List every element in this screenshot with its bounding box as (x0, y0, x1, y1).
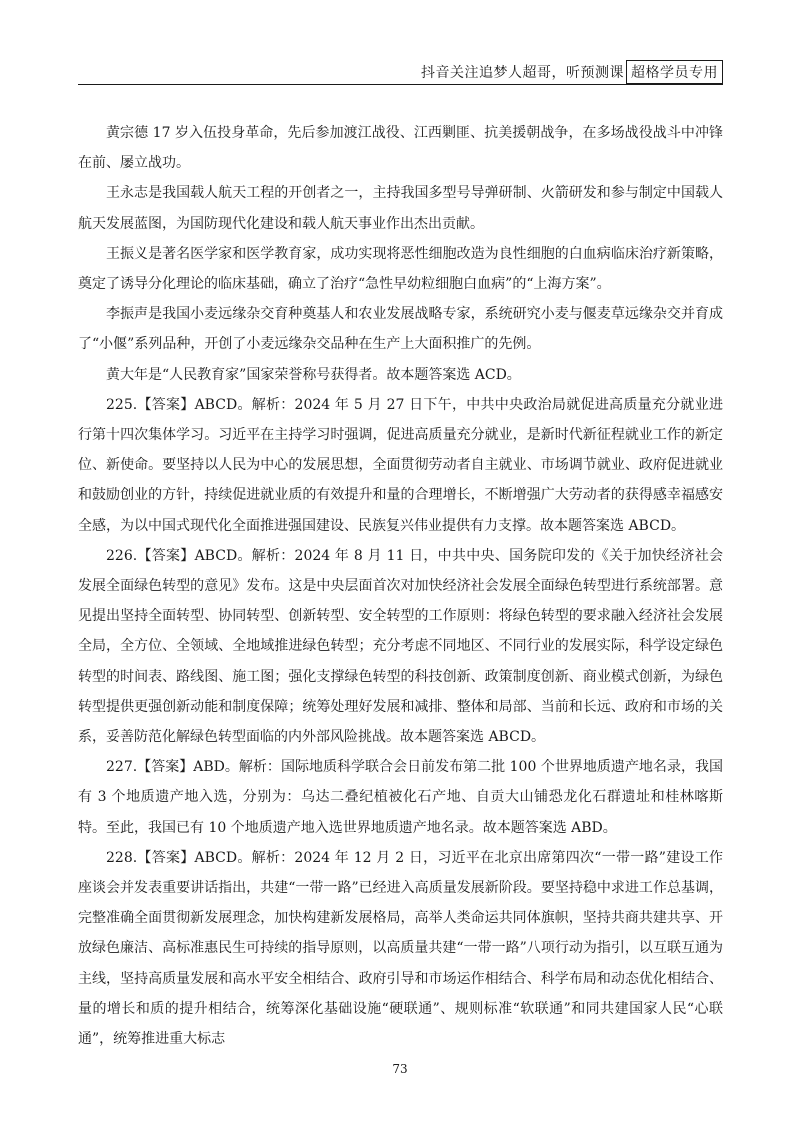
answer-225: 225.【答案】ABCD。解析：2024 年 5 月 27 日下午，中共中央政治局就促进高质量充分就业进行第十四次集体学习。习近平在主持学习时强调，促进高质量充分就业，是新时代新征程就业工作的新定位、新使命。要坚持以人民为中心的发展思想，全面贯彻劳动者自主就业、市场调节就业、政府促进就业和鼓励创业的方针，持续促进就业质的有效提升和量的合理增长，不断增强广大劳动者的获得感幸福感安全感，为以中国式现代化全面推进强国建设、民族复兴伟业提供有力支撑。故本题答案选 ABCD。 (78, 396, 723, 534)
header-divider (78, 84, 723, 85)
paragraph: 黄大年是“人民教育家”国家荣誉称号获得者。故本题答案选 ACD。 (106, 366, 521, 383)
answer-227: 227.【答案】ABD。解析：国际地质科学联合会日前发布第二批 100 个世界地质遗产地名录，我国有 3 个地质遗产地入选，分别为：乌达二叠纪植被化石产地、自贡大山铺恐龙化石群遗址和桂林喀斯特。至此，我国已有 10 个地质遗产地入选世界地质遗产地名录。故本题答案选 ABD。 (78, 759, 723, 836)
header-boxed-label: 超格学员专用 (626, 60, 723, 84)
paragraph: 王振义是著名医学家和医学教育家，成功实现将恶性细胞改造为良性细胞的白血病临床治疗新策略，奠定了诱导分化理论的临床基础，确立了治疗“急性早幼粒细胞白血病”的“上海方案”。 (78, 245, 723, 293)
document-body (78, 118, 723, 1054)
answer-228: 228.【答案】ABCD。解析：2024 年 12 月 2 日，习近平在北京出席第四次“一带一路”建设工作座谈会并发表重要讲话指出，共建“一带一路”已经进入高质量发展新阶段。要坚持稳中求进工作总基调，完整准确全面贯彻新发展理念，加快构建新发展格局，高举人类命运共同体旗帜，坚持共商共建共享、开放绿色廉洁、高标准惠民生可持续的指导原则，以高质量共建“一带一路”八项行动为指引，以互联互通为主线，坚持高质量发展和高水平安全相结合、政府引导和市场运作相结合、科学布局和动态优化相结合、量的增长和质的提升相结合，统筹深化基础设施“硬联通”、规则标准“软联通”和同共建国家人民“心联通”，统筹推进重大标志 (78, 849, 723, 1048)
page-number: 73 (392, 1062, 408, 1076)
paragraph: 王永志是我国载人航天工程的开创者之一，主持我国多型号导弹研制、火箭研发和参与制定中国载人航天发展蓝图，为国防现代化建设和载人航天事业作出杰出贡献。 (78, 185, 723, 232)
header-text: 抖音关注追梦人超哥，听预测课 (421, 65, 624, 81)
paragraph: 黄宗德 17 岁入伍投身革命，先后参加渡江战役、江西剿匪、抗美援朝战争，在多场战役战斗中冲锋在前、屡立战功。 (78, 125, 723, 172)
answer-226: 226.【答案】ABCD。解析：2024 年 8 月 11 日，中共中央、国务院印发的《关于加快经济社会发展全面绿色转型的意见》发布。这是中央层面首次对加快经济社会发展全面绿色转型进行系统部署。意见提出坚持全面转型、协同转型、创新转型、安全转型的工作原则：将绿色转型的要求融入经济社会发展全局，全方位、全领域、全地域推进绿色转型；充分考虑不同地区、不同行业的发展实际，科学设定绿色转型的时间表、路线图、施工图；强化支撑绿色转型的科技创新、政策制度创新、商业模式创新，为绿色转型提供更强创新动能和制度保障；统筹处理好发展和减排、整体和局部、当前和长远、政府和市场的关系，妥善防范化解绿色转型面临的内外部风险挑战。故本题答案选 ABCD。 (78, 547, 723, 746)
paragraph: 李振声是我国小麦远缘杂交育种奠基人和农业发展战略专家，系统研究小麦与偃麦草远缘杂交并育成了“小偃”系列品种，开创了小麦远缘杂交品种在生产上大面积推广的先例。 (78, 306, 723, 353)
page-header (78, 60, 723, 84)
